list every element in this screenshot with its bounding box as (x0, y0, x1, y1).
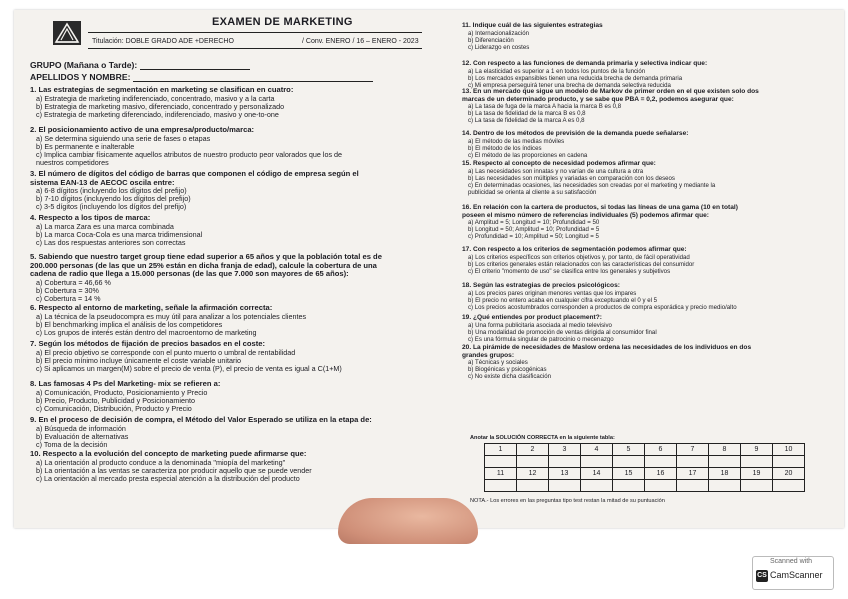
question-14 (462, 130, 842, 159)
answer-number-cell: 12 (517, 468, 549, 480)
answer-entry-cell[interactable] (517, 456, 549, 468)
answer-grid-row (485, 456, 805, 468)
answer-option[interactable]: b) Los criterios generales están relacionados con las características del consumidor (468, 260, 695, 268)
answer-number-cell: 15 (613, 468, 645, 480)
question-10 (30, 450, 430, 483)
exam-title: EXAMEN DE MARKETING (212, 16, 353, 28)
answer-entry-cell[interactable] (709, 456, 741, 468)
question-text: 9. En el proceso de decisión de compra, el Método del Valor Esperado se utiliza en la etapa de: (30, 415, 372, 424)
question-text: 200.000 personas (de las que un 25% están en dicha franja de edad), calcule la cobertura de una (30, 260, 377, 270)
answer-grid (484, 443, 805, 492)
question-3 (30, 170, 430, 211)
watermark-top-text: Scanned with (770, 558, 813, 565)
answer-number-cell: 2 (517, 444, 549, 456)
answer-option[interactable]: c) Los grupos de interés están dentro del macroentorno de marketing (36, 327, 257, 337)
question-16 (462, 204, 842, 240)
answer-number-cell: 6 (645, 444, 677, 456)
answer-number-cell: 8 (709, 444, 741, 456)
answer-option[interactable]: b) Cobertura = 30% (36, 285, 99, 295)
answer-instruction: Anotar la SOLUCIÓN CORRECTA en la siguiente tabla: (470, 435, 615, 441)
answer-option[interactable]: c) Profundidad = 10; Amplitud = 50; Longitud = 5 (468, 233, 599, 241)
question-text: sistema EAN-13 de AECOC oscila entre: (30, 177, 175, 187)
question-text: 18. Según las estrategias de precios psicológicos: (462, 282, 620, 289)
answer-option[interactable]: a) Búsqueda de información (36, 423, 126, 433)
answer-entry-cell[interactable] (549, 480, 581, 492)
answer-option[interactable]: c) En determinadas ocasiones, las necesidades son creadas por el marketing y mediante la (468, 181, 716, 189)
answer-option[interactable]: b) Es permanente e inalterable (36, 141, 135, 151)
question-text: 6. Respecto al entorno de marketing, señale la afirmación correcta: (30, 303, 273, 312)
answer-option[interactable]: c) Toma de la decisión (36, 439, 108, 449)
answer-option[interactable]: a) Los criterios específicos son criterios objetivos y, por tanto, de fácil operatividad (468, 253, 690, 261)
answer-number-cell: 14 (581, 468, 613, 480)
answer-option[interactable]: c) La orientación al mercado presta especial atención a la distribución del producto (36, 473, 300, 483)
question-text: 8. Las famosas 4 Ps del Marketing- mix se refieren a: (30, 379, 221, 388)
question-2 (30, 126, 430, 167)
answer-option[interactable]: c) El criterio "momento de uso" se clasifica entre los generales y subjetivos (468, 267, 671, 275)
answer-number-cell: 19 (741, 468, 773, 480)
question-18 (462, 282, 842, 311)
camscanner-logo-icon: CS (756, 570, 768, 582)
question-11 (462, 22, 842, 51)
watermark-brand-text: CamScanner (770, 570, 823, 580)
question-9 (30, 416, 430, 449)
university-logo-icon (52, 20, 82, 46)
answer-option[interactable]: b) El precio no entero acaba en cualquier cifra exceptuando el 0 y el 5 (468, 296, 658, 304)
thumb-photo (338, 498, 478, 544)
answer-option[interactable]: c) El método de las proporciones en cadena (468, 151, 588, 159)
answer-option[interactable]: c) Las dos respuestas anteriores son correctas (36, 237, 186, 247)
question-12 (462, 60, 842, 89)
answer-entry-cell[interactable] (677, 480, 709, 492)
question-text: 17. Con respecto a los criterios de segmentación podemos afirmar que: (462, 246, 687, 253)
question-text: 19. ¿Qué entiendes por product placement?: (462, 314, 602, 321)
answer-option[interactable]: b) Evaluación de alternativas (36, 431, 129, 441)
answer-number-cell: 11 (485, 468, 517, 480)
question-text: 4. Respecto a los tipos de marca: (30, 213, 151, 222)
answer-option[interactable]: a) Una forma publicitaria asociada al medio televisivo (468, 321, 612, 329)
answer-option[interactable]: c) Implica cambiar físicamente aquellos atributos de nuestro producto peor valorados que los de (36, 149, 343, 159)
answer-number-cell: 17 (677, 468, 709, 480)
answer-option[interactable]: b) 7-10 dígitos (incluyendo los dígitos del prefijo) (36, 194, 191, 204)
titulacion-text: Titulación: DOBLE GRADO ADE +DERECHO (92, 38, 234, 45)
question-19 (462, 314, 842, 343)
answer-option[interactable]: a) Comunicación, Producto, Posicionamiento y Precio (36, 387, 208, 397)
answer-option[interactable]: a) Estrategia de marketing indiferenciado, concentrado, masivo y a la carta (36, 93, 275, 103)
answer-option[interactable]: c) Comunicación, Distribución, Producto y Precio (36, 403, 192, 413)
answer-option[interactable]: c) 3-5 dígitos (incluyendo los dígitos del prefijo) (36, 202, 187, 212)
answer-number-cell: 3 (549, 444, 581, 456)
answer-number-cell: 10 (773, 444, 805, 456)
question-6 (30, 304, 430, 337)
answer-entry-cell[interactable] (645, 480, 677, 492)
answer-option[interactable]: b) El precio mínimo incluye únicamente el coste variable unitario (36, 355, 241, 365)
answer-option[interactable]: b) Biogénicas y psicogénicas (468, 366, 547, 374)
answer-option[interactable]: c) Si aplicamos un margen(M) sobre el precio de venta (P), el precio de venta es igual a C(1+M) (36, 363, 342, 373)
answer-option[interactable]: c) Los precios acostumbrados corresponden a productos de compra esporádica y precio medio/alto (468, 303, 737, 311)
question-text: 2. El posicionamiento activo de una empresa/producto/marca: (30, 125, 255, 134)
answer-option[interactable]: a) El precio objetivo se corresponde con el punto muerto o umbral de rentabilidad (36, 347, 296, 357)
question-text: poseen el mismo número de referencias individuales (5) podemos afirmar que: (462, 211, 709, 219)
question-text: 15. Respecto al concepto de necesidad podemos afirmar que: (462, 160, 656, 167)
answer-option[interactable]: c) La tasa de fidelidad de la marca A es 0,8 (468, 117, 585, 125)
camscanner-watermark (752, 556, 834, 590)
answer-number-cell: 5 (613, 444, 645, 456)
answer-entry-cell[interactable] (517, 480, 549, 492)
answer-option[interactable]: c) Mi empresa perseguirá tener una brecha de demanda selectiva reducida (468, 81, 671, 89)
answer-option[interactable]: a) Los precios pares originan menores ventas que los impares (468, 289, 637, 297)
apellidos-field (30, 72, 373, 82)
question-text: 14. Dentro de los métodos de previsión de la demanda puede señalarse: (462, 130, 689, 137)
apellidos-line[interactable] (133, 72, 373, 82)
answer-option[interactable]: a) El método de las medias móviles (468, 137, 565, 145)
answer-option[interactable]: a) Se determina siguiendo una serie de fases o etapas (36, 133, 211, 143)
answer-option[interactable]: b) Precio, Producto, Publicidad y Posicionamiento (36, 395, 196, 405)
answer-entry-cell[interactable] (549, 456, 581, 468)
answer-option[interactable]: c) Estrategia de marketing diferenciado, indiferenciado, masivo y one-to-one (36, 109, 279, 119)
question-text: 11. Indique cuál de las siguientes estrategias (462, 22, 603, 29)
answer-option[interactable]: b) El método de los índices (468, 144, 542, 152)
answer-option[interactable]: a) Las necesidades son innatas y no varían de una cultura a otra (468, 167, 644, 175)
question-text: 1. Las estrategias de segmentación en marketing se clasifican en cuatro: (30, 85, 294, 94)
scoring-note: NOTA.- Los errores en las preguntas tipo test restan la mitad de su puntuación (470, 498, 665, 504)
answer-option[interactable]: b) La tasa de fidelidad de la marca B es 0,8 (468, 110, 586, 118)
grupo-field (30, 60, 250, 70)
answer-option[interactable]: b) Una modalidad de promoción de ventas dirigida al consumidor final (468, 328, 657, 336)
answer-option[interactable]: a) La técnica de la pseudocompra es muy útil para analizar a los potenciales clientes (36, 311, 307, 321)
answer-option[interactable]: nuestros competidores (36, 157, 109, 167)
answer-number-cell: 7 (677, 444, 709, 456)
answer-entry-cell[interactable] (485, 480, 517, 492)
question-text: 7. Según los métodos de fijación de precios basados en el coste: (30, 339, 266, 348)
answer-number-cell: 20 (773, 468, 805, 480)
answer-entry-cell[interactable] (645, 456, 677, 468)
exam-paper (14, 10, 844, 528)
answer-number-cell: 13 (549, 468, 581, 480)
apellidos-label: APELLIDOS Y NOMBRE: (30, 72, 131, 82)
answer-option[interactable]: b) Las necesidades son múltiples y variadas en comparación con los deseos (468, 174, 675, 182)
answer-option[interactable]: b) Los mercados expansibles tienen una reducida brecha de demanda primaria (468, 74, 683, 82)
grupo-line[interactable] (140, 60, 250, 70)
question-13 (462, 88, 842, 124)
answer-entry-cell[interactable] (581, 480, 613, 492)
question-1 (30, 86, 430, 119)
question-text: 20. La pirámide de necesidades de Maslow ordena las necesidades de los individuos en dos (462, 344, 752, 351)
answer-option[interactable]: a) La elasticidad es superior a 1 en todos los puntos de la función (468, 67, 646, 75)
answer-option[interactable]: c) Cobertura = 14 % (36, 293, 101, 303)
answer-option[interactable]: b) La orientación a las ventas se caracteriza por producir aquello que se puede vender (36, 465, 312, 475)
question-17 (462, 246, 842, 275)
answer-number-cell: 18 (709, 468, 741, 480)
question-text: 16. En relación con la cartera de productos, si todas las líneas de una gama (10 en total) (462, 204, 738, 211)
answer-grid-row (485, 444, 805, 456)
convocatoria-text: / Conv. ENERO / 16 – ENERO - 2023 (302, 38, 419, 45)
exam-header (52, 14, 422, 52)
answer-entry-cell[interactable] (741, 480, 773, 492)
question-7 (30, 340, 430, 373)
answer-option[interactable]: a) Cobertura = 46,66 % (36, 277, 111, 287)
question-text: grandes grupos: (462, 351, 515, 359)
answer-entry-cell[interactable] (677, 456, 709, 468)
answer-grid-row (485, 480, 805, 492)
question-text: cadena de radio que llega a 15.000 personas (de las que 7.000 son mayores de 65 años): (30, 269, 349, 279)
answer-option[interactable]: a) Técnicas y sociales (468, 359, 528, 367)
answer-option[interactable]: b) Estrategia de marketing masivo, diferenciado, concentrado y personalizado (36, 101, 285, 111)
answer-option[interactable]: a) La marca Zara es una marca combinada (36, 221, 174, 231)
question-4 (30, 214, 430, 247)
answer-number-cell: 9 (741, 444, 773, 456)
answer-option[interactable]: a) La tasa de fuga de la marca A hacia la marca B es 0,8 (468, 103, 622, 111)
answer-entry-cell[interactable] (485, 456, 517, 468)
header-divider (88, 32, 422, 33)
answer-entry-cell[interactable] (773, 456, 805, 468)
question-20 (462, 344, 842, 380)
answer-option[interactable]: publicidad se orienta al cliente a su satisfacción (468, 188, 597, 196)
answer-option[interactable]: b) El benchmarking implica el análisis de los competidores (36, 319, 223, 329)
answer-option[interactable]: b) La marca Coca-Cola es una marca tridimensional (36, 229, 203, 239)
answer-entry-cell[interactable] (709, 480, 741, 492)
answer-option[interactable]: c) No existe dicha clasificación (468, 373, 551, 381)
answer-option[interactable]: b) Diferenciación (468, 36, 514, 44)
question-text: 13. En un mercado que sigue un modelo de Markov de primer orden en el que existen solo dos (462, 88, 759, 95)
answer-number-cell: 16 (645, 468, 677, 480)
answer-entry-cell[interactable] (613, 456, 645, 468)
answer-option[interactable]: b) Longitud = 50; Amplitud = 10; Profundidad = 5 (468, 226, 600, 234)
question-text: 10. Respecto a la evolución del concepto de marketing puede afirmarse que: (30, 449, 307, 458)
answer-grid-row (485, 468, 805, 480)
answer-number-cell: 4 (581, 444, 613, 456)
answer-option[interactable]: a) 6-8 dígitos (incluyendo los dígitos del prefijo) (36, 186, 187, 196)
answer-option[interactable]: a) Internacionalización (468, 29, 529, 37)
answer-entry-cell[interactable] (773, 480, 805, 492)
question-text: 3. El número de dígitos del código de barras que componen el código de empresa según el (30, 169, 359, 178)
answer-option[interactable]: c) Es una fórmula singular de patrocinio o mecenazgo (468, 335, 614, 343)
question-text: 12. Con respecto a las funciones de demanda primaria y selectiva indicar que: (462, 60, 708, 67)
answer-entry-cell[interactable] (741, 456, 773, 468)
question-8 (30, 380, 430, 413)
answer-option[interactable]: a) La orientación al producto conduce a la denominada "miopía del marketing" (36, 457, 286, 467)
grupo-label: GRUPO (Mañana o Tarde): (30, 60, 138, 70)
question-text: 5. Sabiendo que nuestro target group tiene edad superior a 65 años y que la población total es de (30, 252, 382, 261)
answer-number-cell: 1 (485, 444, 517, 456)
answer-option[interactable]: c) Liderazgo en costes (468, 43, 530, 51)
answer-entry-cell[interactable] (613, 480, 645, 492)
header-divider-bottom (88, 48, 422, 49)
question-5 (30, 253, 430, 303)
answer-entry-cell[interactable] (581, 456, 613, 468)
answer-option[interactable]: a) Amplitud = 5; Longitud = 10; Profundidad = 50 (468, 219, 600, 227)
question-15 (462, 160, 842, 196)
question-text: marcas de un determinado producto, y se sabe que PBA = 0,2, podemos asegurar que: (462, 95, 734, 103)
